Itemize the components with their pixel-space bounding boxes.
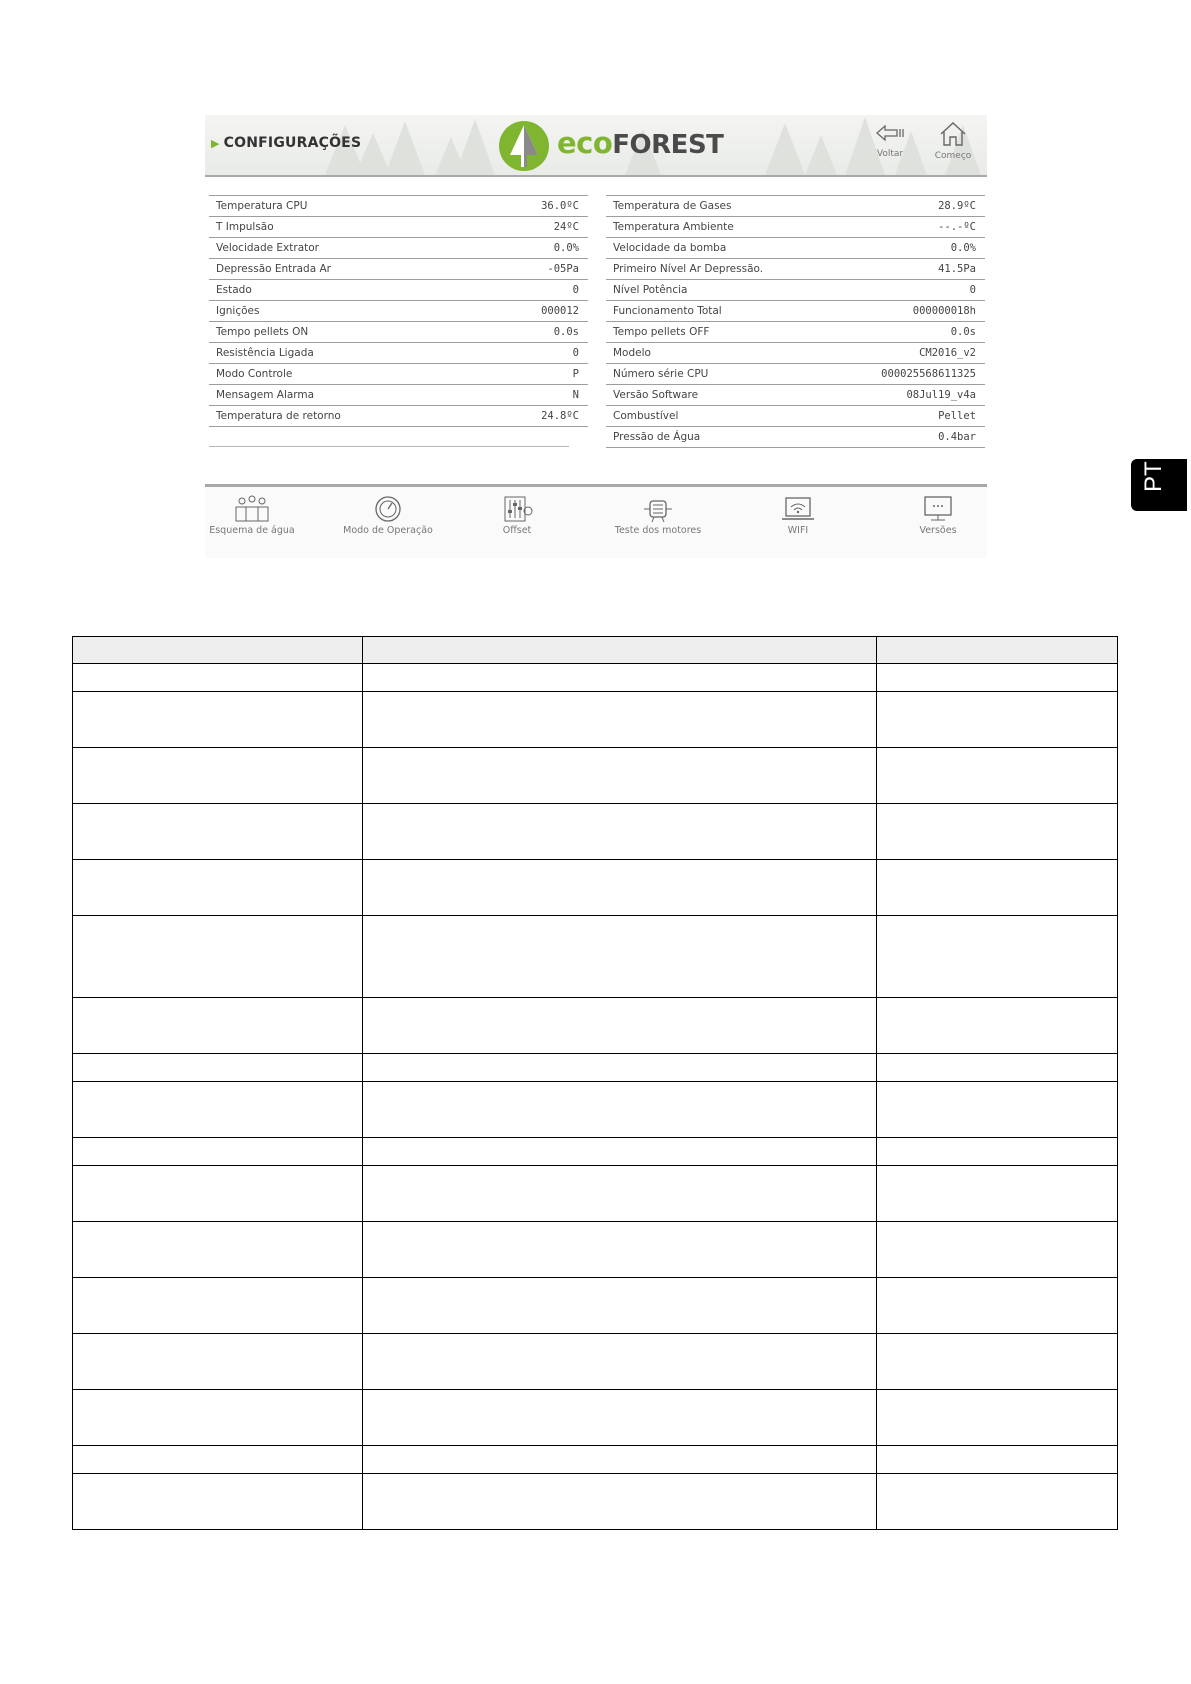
table-cell	[362, 1278, 877, 1334]
table-cell	[877, 637, 1118, 664]
back-arrow-icon	[875, 121, 905, 145]
table-cell	[877, 1082, 1118, 1138]
info-label: Primeiro Nível Ar Depressão.	[613, 263, 764, 275]
info-label: Ignições	[216, 305, 260, 317]
table-cell	[73, 1082, 363, 1138]
table-cell	[362, 1166, 877, 1222]
tree-logo-icon	[497, 119, 551, 173]
table-cell	[362, 637, 877, 664]
table-row	[73, 664, 1118, 692]
info-value: 24ºC	[553, 221, 579, 233]
page-title-text: CONFIGURAÇÕES	[223, 135, 362, 151]
table-cell	[73, 1446, 363, 1474]
table-cell	[877, 998, 1118, 1054]
table-row	[73, 1166, 1118, 1222]
info-label: Estado	[216, 284, 252, 296]
info-value: 0	[572, 347, 579, 359]
table-cell	[877, 748, 1118, 804]
table-cell	[877, 1390, 1118, 1446]
info-value: -05Pa	[547, 263, 579, 275]
info-label: Tempo pellets ON	[216, 326, 309, 338]
left-info-table	[209, 195, 588, 427]
screen-header	[205, 115, 987, 177]
table-cell	[73, 1138, 363, 1166]
table-cell	[877, 860, 1118, 916]
table-row	[73, 748, 1118, 804]
table-cell	[73, 860, 363, 916]
table-cell	[73, 692, 363, 748]
info-label: Versão Software	[613, 389, 699, 401]
info-row	[606, 195, 985, 217]
info-label: Funcionamento Total	[613, 305, 722, 317]
table-cell	[877, 1334, 1118, 1390]
tool-label: Teste dos motores	[614, 525, 702, 536]
info-row	[606, 385, 985, 406]
info-value: 0.4bar	[938, 431, 976, 443]
table-cell	[877, 664, 1118, 692]
wifi-laptop-icon	[778, 495, 818, 523]
table-row	[73, 860, 1118, 916]
info-value: 24.8ºC	[541, 410, 579, 422]
table-cell	[73, 998, 363, 1054]
info-label: Mensagem Alarma	[216, 389, 315, 401]
info-row	[606, 238, 985, 259]
info-label: T Impulsão	[216, 221, 274, 233]
info-value: 28.9ºC	[938, 200, 976, 212]
info-value: 36.0ºC	[541, 200, 579, 212]
info-row	[606, 280, 985, 301]
table-cell	[877, 916, 1118, 998]
table-cell	[877, 1138, 1118, 1166]
info-value: 41.5Pa	[938, 263, 976, 275]
table-cell	[877, 692, 1118, 748]
home-label: Começo	[934, 151, 972, 161]
bottom-toolbar	[205, 484, 987, 558]
info-label: Combustível	[613, 410, 679, 422]
tool-label: WIFI	[787, 525, 809, 536]
language-tab	[1131, 459, 1187, 511]
tool-label: Modo de Operação	[343, 525, 433, 536]
table-row	[73, 1082, 1118, 1138]
device-screen	[205, 115, 987, 555]
table-cell	[73, 1054, 363, 1082]
info-row	[606, 364, 985, 385]
info-label: Velocidade Extrator	[216, 242, 319, 254]
info-value: CM2016_v2	[919, 347, 976, 359]
home-button[interactable]	[928, 121, 978, 161]
info-row	[209, 238, 588, 259]
info-value: 0	[969, 284, 976, 296]
logo-forest-text: FOREST	[612, 130, 724, 160]
info-value: 0.0%	[950, 242, 976, 254]
gauge-icon	[368, 495, 408, 523]
info-row	[606, 427, 985, 448]
info-value: N	[572, 389, 579, 401]
table-row	[73, 916, 1118, 998]
info-label: Número série CPU	[613, 368, 709, 380]
table-row	[73, 804, 1118, 860]
info-value: P	[572, 368, 579, 380]
table-row	[73, 1474, 1118, 1530]
table-cell	[362, 1446, 877, 1474]
table-cell	[362, 1138, 877, 1166]
left-table-end-line	[209, 446, 569, 447]
table-cell	[877, 1446, 1118, 1474]
tool-wifi[interactable]	[748, 495, 848, 536]
page-title	[211, 135, 361, 151]
info-label: Nível Potência	[613, 284, 688, 296]
blank-table	[72, 636, 1118, 1530]
language-tab-label: PT	[1140, 461, 1167, 492]
table-cell	[73, 1166, 363, 1222]
back-button[interactable]	[865, 121, 915, 159]
table-row	[73, 1054, 1118, 1082]
table-cell	[877, 1278, 1118, 1334]
info-row	[606, 343, 985, 364]
table-cell	[73, 664, 363, 692]
table-cell	[362, 1222, 877, 1278]
tool-operation-mode[interactable]	[338, 495, 438, 536]
table-cell	[73, 916, 363, 998]
table-cell	[73, 748, 363, 804]
table-cell	[362, 998, 877, 1054]
tool-label: Esquema de água	[209, 525, 295, 536]
table-cell	[362, 1390, 877, 1446]
tool-label: Versões	[919, 525, 957, 536]
info-value: 0.0s	[950, 326, 976, 338]
info-value: --.-ºC	[938, 221, 976, 233]
info-row	[209, 217, 588, 238]
table-row	[73, 1334, 1118, 1390]
info-row	[606, 217, 985, 238]
info-label: Modo Controle	[216, 368, 293, 380]
info-label: Velocidade da bomba	[613, 242, 727, 254]
table-cell	[362, 664, 877, 692]
info-row	[209, 364, 588, 385]
right-info-table	[606, 195, 985, 448]
info-row	[209, 343, 588, 364]
table-row	[73, 1222, 1118, 1278]
info-value: 0	[572, 284, 579, 296]
table-cell	[362, 1474, 877, 1530]
info-label: Temperatura de Gases	[613, 200, 732, 212]
info-label: Depressão Entrada Ar	[216, 263, 331, 275]
table-cell	[73, 1474, 363, 1530]
table-cell	[362, 1054, 877, 1082]
table-cell	[73, 1390, 363, 1446]
table-cell	[73, 1334, 363, 1390]
info-value: 08Jul19_v4a	[906, 389, 976, 401]
tool-label: Offset	[502, 525, 532, 536]
info-label: Resistência Ligada	[216, 347, 314, 359]
info-row	[209, 385, 588, 406]
info-value: 0.0s	[553, 326, 579, 338]
table-cell	[362, 748, 877, 804]
tool-offset[interactable]	[467, 495, 567, 536]
water-scheme-icon	[232, 495, 272, 523]
info-label: Modelo	[613, 347, 651, 359]
info-row	[209, 259, 588, 280]
info-value: 0.0%	[553, 242, 579, 254]
table-cell	[73, 1222, 363, 1278]
info-row	[606, 259, 985, 280]
ecoforest-logo	[497, 119, 724, 171]
table-cell	[362, 804, 877, 860]
tool-versions[interactable]	[888, 495, 988, 536]
table-row	[73, 1446, 1118, 1474]
table-cell	[877, 1222, 1118, 1278]
offset-sliders-icon	[497, 495, 537, 523]
info-label: Temperatura Ambiente	[613, 221, 734, 233]
info-row	[606, 301, 985, 322]
table-cell	[362, 860, 877, 916]
table-cell	[877, 1166, 1118, 1222]
info-row	[209, 301, 588, 322]
table-row	[73, 998, 1118, 1054]
monitor-icon	[918, 495, 958, 523]
table-header-row	[73, 637, 1118, 664]
logo-eco-text: eco	[557, 126, 613, 160]
info-label: Tempo pellets OFF	[613, 326, 710, 338]
table-cell	[362, 916, 877, 998]
info-value: Pellet	[938, 410, 976, 422]
info-label: Temperatura CPU	[216, 200, 308, 212]
table-row	[73, 1138, 1118, 1166]
info-label: Temperatura de retorno	[216, 410, 341, 422]
table-cell	[362, 1334, 877, 1390]
info-value: 000012	[541, 305, 579, 317]
table-cell	[73, 637, 363, 664]
info-value: 000025568611325	[881, 368, 976, 380]
motor-icon	[638, 495, 678, 523]
table-row	[73, 1390, 1118, 1446]
info-row	[209, 406, 588, 427]
info-row	[606, 322, 985, 343]
table-row	[73, 692, 1118, 748]
tool-motor-test[interactable]	[608, 495, 708, 536]
info-row	[209, 195, 588, 217]
table-row	[73, 1278, 1118, 1334]
tool-water-scheme[interactable]	[202, 495, 302, 536]
home-icon	[938, 121, 968, 147]
back-label: Voltar	[876, 149, 904, 159]
table-cell	[877, 804, 1118, 860]
table-cell	[73, 804, 363, 860]
table-cell	[362, 692, 877, 748]
table-cell	[877, 1474, 1118, 1530]
table-cell	[73, 1278, 363, 1334]
info-row	[209, 280, 588, 301]
info-label: Pressão de Água	[613, 431, 701, 443]
info-row	[606, 406, 985, 427]
table-cell	[877, 1054, 1118, 1082]
info-row	[209, 322, 588, 343]
info-value: 000000018h	[912, 305, 976, 317]
title-arrow-icon: ▶	[211, 137, 220, 150]
table-cell	[362, 1082, 877, 1138]
